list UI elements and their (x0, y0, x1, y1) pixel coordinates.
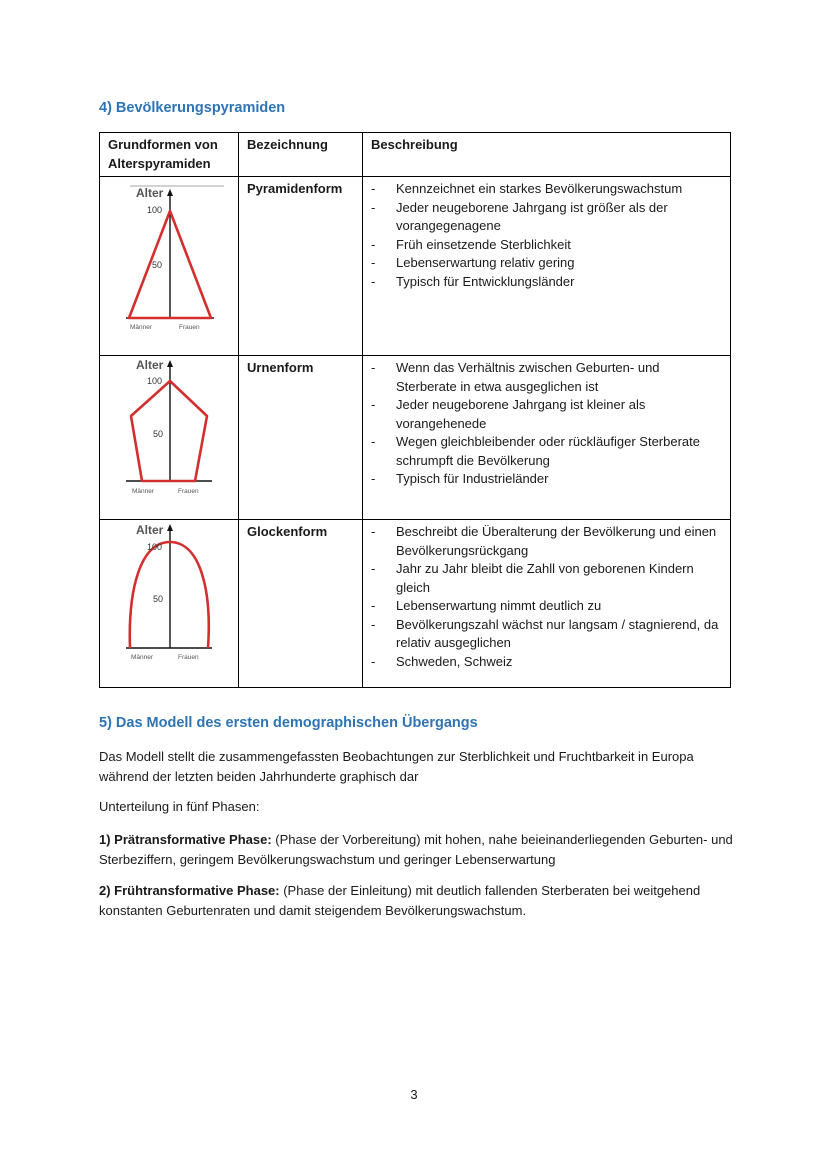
women-label: Frauen (178, 488, 199, 495)
men-label: Männer (132, 488, 155, 495)
tick-50: 50 (153, 429, 164, 439)
row-description (363, 177, 731, 356)
list-item: - Bevölkerungszahl wächst nur langsam / stagnierend, da relativ ausgeglichen (371, 616, 722, 653)
pyramid-figure-cell (100, 177, 239, 356)
table-header-row (100, 133, 731, 177)
list-item: - Wenn das Verhältnis zwischen Geburten- und Sterberate in etwa ausgeglichen ist (371, 359, 722, 396)
pyramid-shape-figure (100, 177, 238, 355)
phase-2-label: 2) Frühtransformative Phase: (99, 883, 280, 898)
section-5-heading: 5) Das Modell des ersten demographischen Übergangs (99, 715, 478, 731)
tick-100: 100 (147, 542, 163, 552)
tick-50: 50 (153, 594, 164, 604)
phase-2-text: (Phase der Einleitung) mit deutlich fallenden Sterberaten bei weitgehend konstanten Geburtenraten und damit steigendem Bevölkerungswachstum. (99, 883, 701, 918)
phase-1-text: (Phase der Vorbereitung) mit hohen, nahe beieinanderliegenden Geburten- und Sterbeziffern, geringem Bevölkerungswachstum und geringer Lebenserwartung (99, 832, 733, 867)
row-description (363, 356, 731, 520)
list-item: - Jeder neugeborene Jahrgang ist kleiner als vorangehenede (371, 396, 722, 433)
urn-figure-cell (100, 356, 239, 520)
row-description (363, 520, 731, 688)
list-item: - Beschreibt die Überalterung der Bevölkerung und einen Bevölkerungsrückgang (371, 523, 722, 560)
list-item: - Lebenserwartung relativ gering (371, 254, 722, 273)
intro-paragraph: Das Modell stellt die zusammengefassten Beobachtungen zur Sterblichkeit und Fruchtbarkeit in Europa während der letzten beiden Jahrhunderte graphisch dar (99, 749, 694, 784)
women-label: Frauen (179, 324, 200, 331)
phase-1-paragraph (99, 830, 739, 870)
age-axis-label: Alter (136, 186, 164, 200)
section-4-heading: 4) Bevölkerungspyramiden (99, 100, 286, 116)
table-row (100, 177, 731, 356)
urn-shape-figure (100, 356, 238, 519)
men-label: Männer (131, 654, 154, 661)
men-label: Männer (130, 324, 153, 331)
bell-shape-figure (100, 520, 238, 687)
row-name: Urnenform (239, 356, 363, 520)
list-item: - Jeder neugeborene Jahrgang ist größer als der vorangegenagene (371, 199, 722, 236)
phase-2-paragraph (99, 881, 739, 921)
list-item: - Typisch für Industrieländer (371, 470, 722, 489)
page-number: 3 (410, 1087, 418, 1102)
list-item: - Jahr zu Jahr bleibt die Zahll von geborenen Kindern gleich (371, 560, 722, 597)
women-label: Frauen (178, 654, 199, 661)
phases-intro: Unterteilung in fünf Phasen: (99, 799, 260, 814)
header-description: Beschreibung (363, 133, 731, 177)
age-axis-label: Alter (136, 523, 164, 537)
row-name: Pyramidenform (239, 177, 363, 356)
age-axis-label: Alter (136, 358, 164, 372)
bell-figure-cell (100, 520, 239, 688)
list-item: - Kennzeichnet ein starkes Bevölkerungswachstum (371, 180, 722, 199)
list-item: - Wegen gleichbleibender oder rückläufiger Sterberate schrumpft die Bevölkerung (371, 433, 722, 470)
tick-100: 100 (147, 205, 163, 215)
row-name: Glockenform (239, 520, 363, 688)
urn-outline (131, 381, 207, 481)
list-item: - Schweden, Schweiz (371, 653, 722, 672)
bell-outline (130, 542, 209, 648)
table-row (100, 520, 731, 688)
list-item: - Typisch für Entwicklungsländer (371, 273, 722, 292)
phase-1-label: 1) Prätransformative Phase: (99, 832, 272, 847)
list-item: - Lebenserwartung nimmt deutlich zu (371, 597, 722, 616)
pyramid-table (99, 132, 731, 688)
tick-50: 50 (152, 260, 163, 270)
table-row (100, 356, 731, 520)
tick-100: 100 (147, 376, 163, 386)
list-item: - Früh einsetzende Sterblichkeit (371, 236, 722, 255)
header-name: Bezeichnung (239, 133, 363, 177)
header-forms: Grundformen von Alterspyramiden (100, 133, 239, 177)
